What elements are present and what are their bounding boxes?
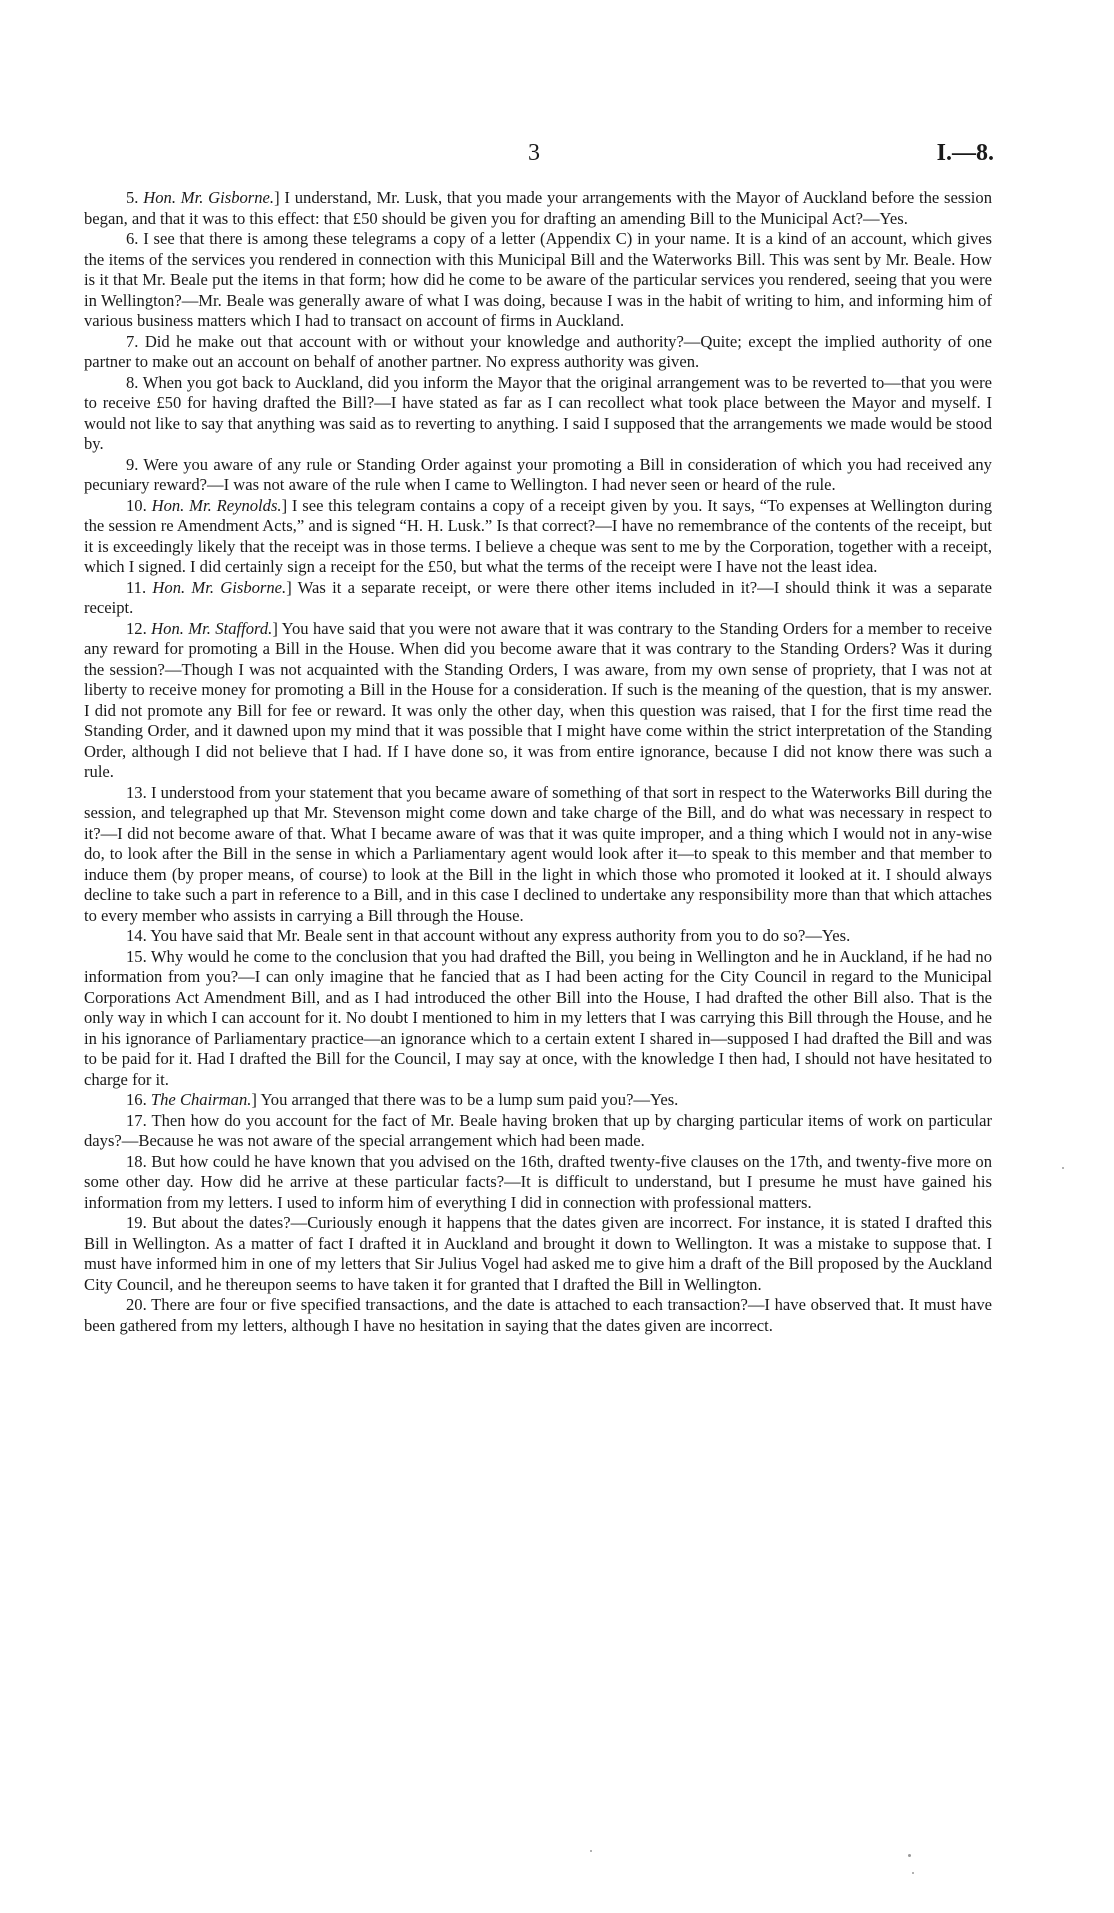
question-number: 6. xyxy=(126,229,139,248)
paragraph-text: Did he make out that account with or without your knowledge and authority?—Quite; except the implied authority of one partner to make out an account on behalf of another partner. No express authority was given. xyxy=(84,331,993,371)
speaker-name: Hon. Mr. Stafford. xyxy=(151,618,273,638)
paragraph-text: You have said that Mr. Beale sent in that account without any express authority from you to do so?—Yes. xyxy=(150,926,851,945)
question-number: 14. xyxy=(126,926,147,945)
question-number: 17. xyxy=(126,1110,147,1130)
question-number: 12. xyxy=(126,618,147,638)
question-number: 19. xyxy=(126,1213,147,1232)
question-number: 16. xyxy=(126,1090,147,1109)
question-number: 8. xyxy=(126,372,139,392)
speaker-name: Hon. Mr. Gisborne. xyxy=(152,577,287,597)
scan-speck xyxy=(590,1850,592,1852)
paragraph-19 xyxy=(84,1213,992,1295)
paragraph-11 xyxy=(84,578,992,619)
scan-speck xyxy=(1062,1167,1064,1169)
paragraph-text: When you got back to Auckland, did you inform the Mayor that the original arrangement was to be reverted to—that you were to receive £50 for having drafted the Bill?—I have stated as far as I can recollect what took place between the Mayor and myself. I would not like to say that anything was said as to reverting to anything. I said I supposed that the arrangements we made would be stood by. xyxy=(84,372,992,453)
scan-speck xyxy=(912,1872,914,1874)
speaker-name: Hon. Mr. Reynolds. xyxy=(151,495,282,515)
speaker-name: Hon. Mr. Gisborne. xyxy=(143,188,275,207)
paragraph-14 xyxy=(84,926,992,947)
paragraph-text: ] Was it a separate receipt, or were there other items included in it?—I should think it was a separate receipt. xyxy=(84,577,992,617)
paragraph-17 xyxy=(84,1111,992,1152)
question-number: 7. xyxy=(126,331,139,351)
paragraph-10 xyxy=(84,496,992,578)
testimony-body xyxy=(84,188,992,1336)
question-number: 11. xyxy=(126,577,147,597)
paragraph-9 xyxy=(84,455,992,496)
question-number: 9. xyxy=(126,454,139,474)
paragraph-7 xyxy=(84,332,992,373)
speaker-name: The Chairman. xyxy=(150,1090,252,1109)
page-header xyxy=(0,140,1114,170)
paragraph-12 xyxy=(84,619,992,783)
paragraph-text: I see that there is among these telegrams a copy of a letter (Appendix C) in your name. It is a kind of an account, which gives the items of the services you rendered in connection with this Municipal Bill and the Waterworks Bill. This was sent by Mr. Beale. How is it that Mr. Beale put the items in that form; how did he come to be aware of the particular services you rendered, seeing that you were in Wellington?—Mr. Beale was generally aware of what I was doing, because I was in the habit of writing to him, and informing him of various business matters which I had to transact on account of firms in Auckland. xyxy=(84,229,992,330)
scan-speck xyxy=(908,1854,911,1857)
paragraph-5 xyxy=(84,188,992,229)
paragraph-text: Why would he come to the conclusion that you had drafted the Bill, you being in Wellington and he in Auckland, if he had no information from you?—I can only imagine that he fancied that as I had been acting for the City Council in regard to the Municipal Corporations Act Amendment Bill, and as I had introduced the other Bill into the House, I had drafted the other Bill also. That is the only way in which I can account for it. No doubt I mentioned to him in my letters that I was carrying this Bill through the House, and he in his ignorance of Parliamentary practice—an ignorance which to a certain extent I shared in—supposed I had drafted the Bill and was to be paid for it. Had I drafted the Bill for the Council, I may say at once, with the knowledge I then had, I should not have hesitated to charge for it. xyxy=(84,946,992,1089)
paragraph-20 xyxy=(84,1295,992,1336)
paragraph-text: Were you aware of any rule or Standing Order against your promoting a Bill in consideration of which you had received any pecuniary reward?—I was not aware of the rule when I came to Wellington. I had never seen or heard of the rule. xyxy=(84,454,992,494)
paragraph-text: ] I understand, Mr. Lusk, that you made your arrangements with the Mayor of Auckland before the session began, and that it was to this effect: that £50 should be given you for drafting an amending Bill to the Municipal Act?—Yes. xyxy=(84,188,992,228)
paragraph-text: ] You arranged that there was to be a lump sum paid you?—Yes. xyxy=(251,1090,679,1109)
paragraph-text: But about the dates?—Curiously enough it happens that the dates given are incorrect. For instance, it is stated I drafted this Bill in Wellington. As a matter of fact I drafted it in Auckland and brought it down to Wellington. It was a mistake to suppose that. I must have informed him in one of my letters that Sir Julius Vogel had asked me to give him a draft of the Bill proposed by the Auckland City Council, and he thereupon seems to have taken it for granted that I drafted the Bill in Wellington. xyxy=(84,1213,992,1294)
paragraph-text: ] I see this telegram contains a copy of a receipt given by you. It says, “To expenses at Wellington during the session re Amendment Acts,” and is signed “H. H. Lusk.” Is that correct?—I have no remembrance of the contents of the receipt, but it is exceedingly likely that the receipt was in those terms. I believe a cheque was sent to me by the Corporation, together with a receipt, which I signed. I did certainly sign a receipt for the £50, but what the terms of the receipt were I have not the least idea. xyxy=(84,495,993,576)
paragraph-18 xyxy=(84,1152,992,1214)
paragraph-16 xyxy=(84,1090,992,1111)
question-number: 15. xyxy=(126,946,147,966)
question-number: 5. xyxy=(126,188,139,207)
question-number: 18. xyxy=(126,1151,147,1171)
paragraph-text: But how could he have known that you advised on the 16th, drafted twenty-five clauses on the 17th, and twenty-five more on some other day. How did he arrive at these particular facts?—It is difficult to understand, but I presume he must have gained his information from my letters. I used to inform him of everything I did in connection with professional matters. xyxy=(84,1151,992,1212)
paragraph-15 xyxy=(84,947,992,1091)
paragraph-text: ] You have said that you were not aware that it was contrary to the Standing Orders for a member to receive any reward for promoting a Bill in the House. When did you become aware that it was contrary to the Standing Orders? Was it during the session?—Though I was not acquainted with the Standing Orders, I was aware, from my own sense of propriety, that I was not at liberty to receive money for promoting a Bill in the House for a consideration. If such is the meaning of the question, that is my answer. I did not promote any Bill for fee or reward. It was only the other day, when this question was raised, that I for the first time read the Standing Order, and it dawned upon my mind that it was possible that I might have come within the strict interpretation of the Standing Order, although I did not believe that I had. If I have done so, it was from entire ignorance, because I did not know there was such a rule. xyxy=(84,618,992,781)
paragraph-13 xyxy=(84,783,992,927)
paragraph-text: I understood from your statement that you became aware of something of that sort in respect to the Waterworks Bill during the session, and telegraphed up that Mr. Stevenson might come down and take charge of the Bill, and do what was necessary in respect to it?—I did not become aware of that. What I became aware of was that it was quite improper, and a thing which I would not in any-wise do, to look after the Bill in the sense in which a Parliamentary agent would look after it—to speak to this member and that member to induce them (by proper means, of course) to look at the Bill in the light in which those who promoted it looked at it. I should always decline to take such a part in reference to a Bill, and in this case I declined to undertake any responsibility more than that which attaches to every member who assists in carrying a Bill through the House. xyxy=(84,782,992,925)
page-number: 3 xyxy=(528,140,540,166)
paragraph-8 xyxy=(84,373,992,455)
paragraph-text: Then how do you account for the fact of Mr. Beale having broken that up by charging particular items of work on particular days?—Because he was not aware of the special arrangement which had been made. xyxy=(84,1110,992,1150)
question-number: 10. xyxy=(126,495,147,515)
paragraph-text: There are four or five specified transactions, and the date is attached to each transaction?—I have observed that. It must have been gathered from my letters, although I have no hesitation in saying that the dates given are incorrect. xyxy=(84,1295,992,1335)
document-reference: I.—8. xyxy=(936,140,994,166)
question-number: 20. xyxy=(126,1295,147,1314)
question-number: 13. xyxy=(126,782,147,802)
paragraph-6 xyxy=(84,229,992,332)
